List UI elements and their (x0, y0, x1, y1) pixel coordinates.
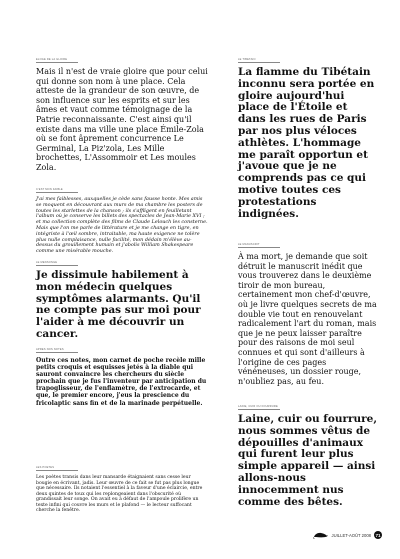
note-label: LE MANUSCRIT (238, 243, 280, 248)
note-text: Les poètes transis dans leur mansarde étaignaient sans cesse leur bougie en écrivant, jadis. Leur œuvre de ce fait se fut pas plus longue que nécessaire. Ils notaient l'essentiel à la faveur d'une éclaircie, entre deux quintes de toux qui les replongeaient dans l'obscurité où grandissait leur songe. On avait eu à défaut de l'ampoule prolifère un texte infini qui couvre les murs et le plafond — le lecteur suffocant cherche la fenêtre. (36, 475, 203, 513)
note-text: J'ai mes faiblesses, auxquelles je cède sans fausse honte. Mes amis se moquent en découvrant aux murs de ma chambre les posters de toutes les starlettes de la chanson ; ils s'affligent en feuilletant l'album où je conserve les billets des spectacles de Jean-Marie XVI ; et ma collection complète des films de Claude Lelouch les consterne. Mais que l'on me parle de littérature et je me change en tigre, en intégriste à l'œil sombre, intraitable, ma haute exigence ne tolère plus nulle complaisance, nulle facilité, mon dédain m'élève au-dessus du grouillement humain et j'abolis William Shakespeare comme une misérable mouche. (36, 196, 208, 255)
note-text: Laine, cuir ou fourrure, nous sommes vêtus de dépouilles d'animaux qui furent leur plus simple appareil — ainsi allons-nous innocemment nus comme des bêtes. (238, 413, 378, 508)
note-medecin (36, 261, 208, 341)
note-label: APRÈS NOS NOTES (36, 348, 78, 353)
rat-icon (313, 531, 329, 539)
note-label: C'EST MON FAIBLE (36, 188, 78, 193)
note-text: Outre ces notes, mon carnet de poche recèle mille petits croquis et esquisses jetés à la diable qui sauront convaincre les chercheurs du siècle prochain que je fus l'inventeur par anticipation du trapoglisseur, de l'enflamètre, de l'extrocarde, et que, le premier encore, j'eus la prescience du fricolaptic sans fin et de la marinade perpétuelle. (36, 357, 207, 407)
note-label: LE MENSONGE (36, 261, 78, 266)
note-tibetain (238, 58, 378, 220)
note-manuscrit (238, 243, 378, 386)
page-footer (313, 531, 383, 539)
note-label: LES POÈTES (36, 466, 78, 471)
page-number: 71 (375, 532, 381, 538)
note-text: Je dissimule habilement à mon médecin quelques symptômes alarmants. Qu'il ne compte pas sur moi pour l'aider à me découvrir un cancer. (36, 269, 201, 340)
note-faiblesses (36, 188, 208, 255)
note-text: À ma mort, je demande que soit détruit le manuscrit inédit que vous trouverez dans le deuxième tiroir de mon bureau, certainement mon chef-d'œuvre, où je livre quelques secrets de ma double vie tout en renouvelant radicalement l'art du roman, mais que je ne peux laisser paraître pour des raisons de moi seul connues et qui sont d'ailleurs à l'origine de ces pages vénéneuses, un dossier rouge, n'oubliez pas, au feu. (238, 252, 377, 386)
issue-date: JUILLET-AOÛT 2008 (331, 532, 371, 538)
note-text: Mais il n'est de vraie gloire que pour celui qui donne son nom à une place. Cela atteste de la grandeur de son œuvre, de son influence sur les esprits et sur les âmes et vaut comme témoignage de la Patrie reconnaissante. C'est ainsi qu'il existe dans ma ville une place Émile-Zola où se font âprement concurrence Le Germinal, La Piz'zola, Les Mille brochettes, L'Assommoir et Les moules Zola. (36, 67, 208, 172)
note-label: LE TIBÉTAIN (238, 58, 280, 63)
note-label: ÉLOGE DE LA GLOIRE (36, 58, 78, 63)
note-carnet (36, 348, 208, 407)
note-text: La flamme du Tibétain inconnu sera portée en gloire aujourd'hui place de l'Étoile et dans les rues de Paris par nos plus véloces athlètes. L'hommage me paraît opportun et j'avoue que je ne comprends pas ce qui motive toutes ces protestations indignées. (238, 66, 375, 220)
note-laine (238, 405, 378, 508)
note-gloire (36, 58, 208, 173)
note-label: LAINE, CUIR OU FOURRURE (238, 405, 280, 410)
note-poetes (36, 466, 208, 514)
